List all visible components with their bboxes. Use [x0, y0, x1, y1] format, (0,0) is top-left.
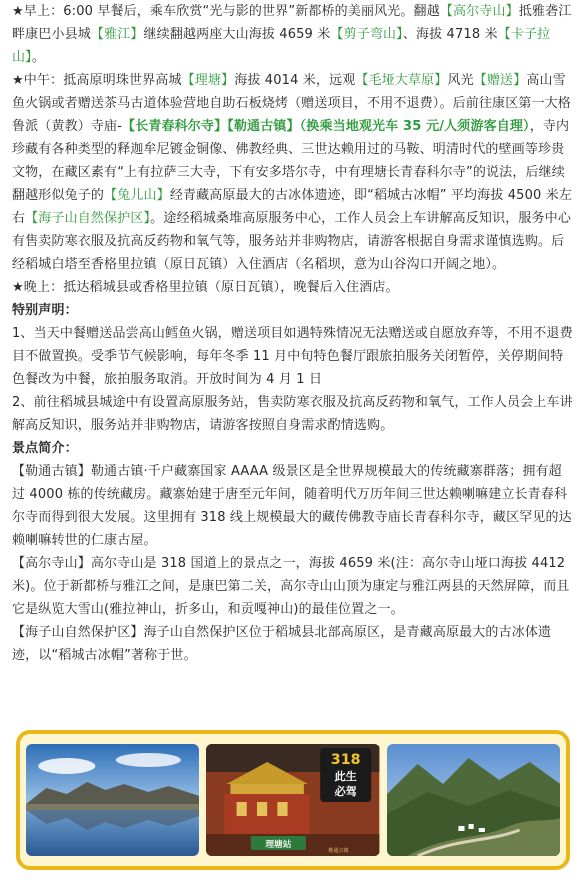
station-sign-text: 理塘站	[265, 840, 292, 850]
morning-text-4: 、海拔 4718 米	[402, 27, 498, 42]
place-yajiang: 【雅江】	[90, 27, 144, 42]
photo-litang-temple	[206, 744, 379, 856]
gift-tag: 【赠送】	[473, 73, 527, 88]
noon-text-7: 。途经稻城桑堆高原服务中心，工作人员会上车讲解高反知识，服务中心有售卖防寒衣服及抗高反药物和氧气等，服务站并非购物店，请游客根据自身需求谨慎选购。后经稻城白塔至香格里拉镇（原日瓦镇）入住酒店（名稻坝，意为山谷沟口开阔之地）。	[12, 211, 571, 272]
morning-text-5: 。	[31, 50, 45, 65]
badge-318-number: 318	[331, 752, 361, 768]
morning-text: ★早上：6:00 早餐后，乘车欣赏“光与影的世界”新都桥的美丽风光。翻越	[12, 4, 440, 19]
note-1: 1、当天中餐赠送品尝高山鳕鱼火锅，赠送项目如遇特殊情况无法赠送或自愿放弃等，不用不退费目不做置换。受季节气候影响，每年冬季 11 月中旬特色餐厅跟旅拍服务关闭暂停，关停期间特色餐改为中餐，旅拍服务取消。开放时间为 4 月 1 日	[12, 326, 573, 387]
noon-text-6: 经青藏高原最大的古冰体遗迹，即“稻城古冰帽” 平均海拔 4500 米左右	[12, 188, 573, 226]
spot-name: 【高尔寺山】	[12, 556, 91, 571]
temple-image	[206, 744, 379, 856]
noon-text-2: 海拔 4014 米，远观	[234, 73, 356, 88]
noon-text-3: 风光	[447, 73, 474, 88]
photo-mountain-valley	[387, 744, 560, 856]
noon-paragraph	[12, 69, 574, 276]
spot-name: 【勒通古镇】	[12, 464, 91, 479]
valley-image	[387, 744, 560, 856]
evening-paragraph: ★晚上：抵达稻城县或香格里拉镇（原日瓦镇），晚餐后入住酒店。	[12, 280, 399, 295]
spot-text: 高尔寺山是 318 国道上的景点之一，海拔 4659 米(注：高尔寺山垭口海拔 4412 米)。位于新都桥与雅江之间，是康巴第二关，高尔寺山山顶为康定与雅江两县的天然屏障，而且它是纵览大雪山(雅拉神山，折多山，和贡嘎神山)的最佳位置之一。	[12, 556, 570, 617]
morning-text-2: 抵雅砻江畔康巴小县城	[12, 4, 572, 42]
note-2: 2、前往稻城县城途中有设置高原服务站，售卖防寒衣服及抗高反药物和氧气，工作人员会上车讲解高反知识，服务站并非购物店，请游客按照自身需求酌情选购。	[12, 395, 573, 433]
place-litang: 【理塘】	[181, 73, 235, 88]
spot-text: 海子山自然保护区位于稻城县北部高原区，是青藏高原最大的古冰体遗迹，以“稻城古冰帽”著称于世。	[12, 625, 552, 663]
morning-paragraph	[12, 0, 574, 69]
spots-title: 景点简介：	[12, 441, 78, 456]
photo-haizi-lake	[26, 744, 199, 856]
photo-gallery	[16, 730, 570, 870]
place-jianzi: 【剪子弯山】	[330, 27, 403, 42]
station-sub-sign: 勒通古镇	[328, 848, 350, 854]
temple-highlight: 【长青春科尔寺】【勒通古镇】（换乘当地观光车 35 元/人须游客自理）	[122, 119, 530, 134]
place-gaoer: 【高尔寺山】	[439, 4, 519, 19]
spot-letong	[12, 460, 574, 552]
lake-image	[26, 744, 199, 856]
place-kazi: 【卡子拉山】	[12, 27, 551, 65]
spot-gaoer	[12, 552, 574, 621]
noon-text: ★中午：抵高原明珠世界高城	[12, 73, 182, 88]
badge-line-2: 必驾	[334, 785, 358, 798]
spot-text: 勒通古镇·千户藏寨国家 AAAA 级景区是全世界规模最大的传统藏寨群落；拥有超过 4000 栋的传统藏房。藏寨始建于唐至元年间，随着明代万历年间三世达赖喇嘛建立长青春科尔寺而得到很大发展。这里拥有 318 线上规模最大的藏传佛教寺庙长青春科尔寺，藏区罕见的达赖喇嘛转世的仁康古屋。	[12, 464, 572, 548]
noon-text-4: 高山雪鱼火锅或者赠送茶马古道体验营地自助石板烧烤（赠送项目，不用不退费）。后前往康区第一大格鲁派（黄教）寺庙-	[12, 73, 571, 134]
spot-haizi	[12, 621, 574, 667]
spot-name: 【海子山自然保护区】	[12, 625, 144, 640]
notes-title: 特别声明：	[12, 303, 78, 318]
noon-text-5: ，寺内珍藏有各种类型的释迦牟尼镀金铜像、佛教经典、三世达赖用过的马鞍、明清时代的壁画等珍贵文物，在藏区素有“上有拉萨三大寺，下有安多塔尔寺，中有理塘长青春科尔寺”的说法，后继续翻越形似兔子的	[12, 119, 570, 203]
place-haizi: 【海子山自然保护区】	[25, 211, 151, 226]
morning-text-3: 继续翻越两座大山海拔 4659 米	[143, 27, 331, 42]
place-tuer: 【兔儿山】	[104, 188, 170, 203]
badge-line-1: 此生	[334, 770, 358, 783]
place-maoya: 【毛垭大草原】	[355, 73, 448, 88]
